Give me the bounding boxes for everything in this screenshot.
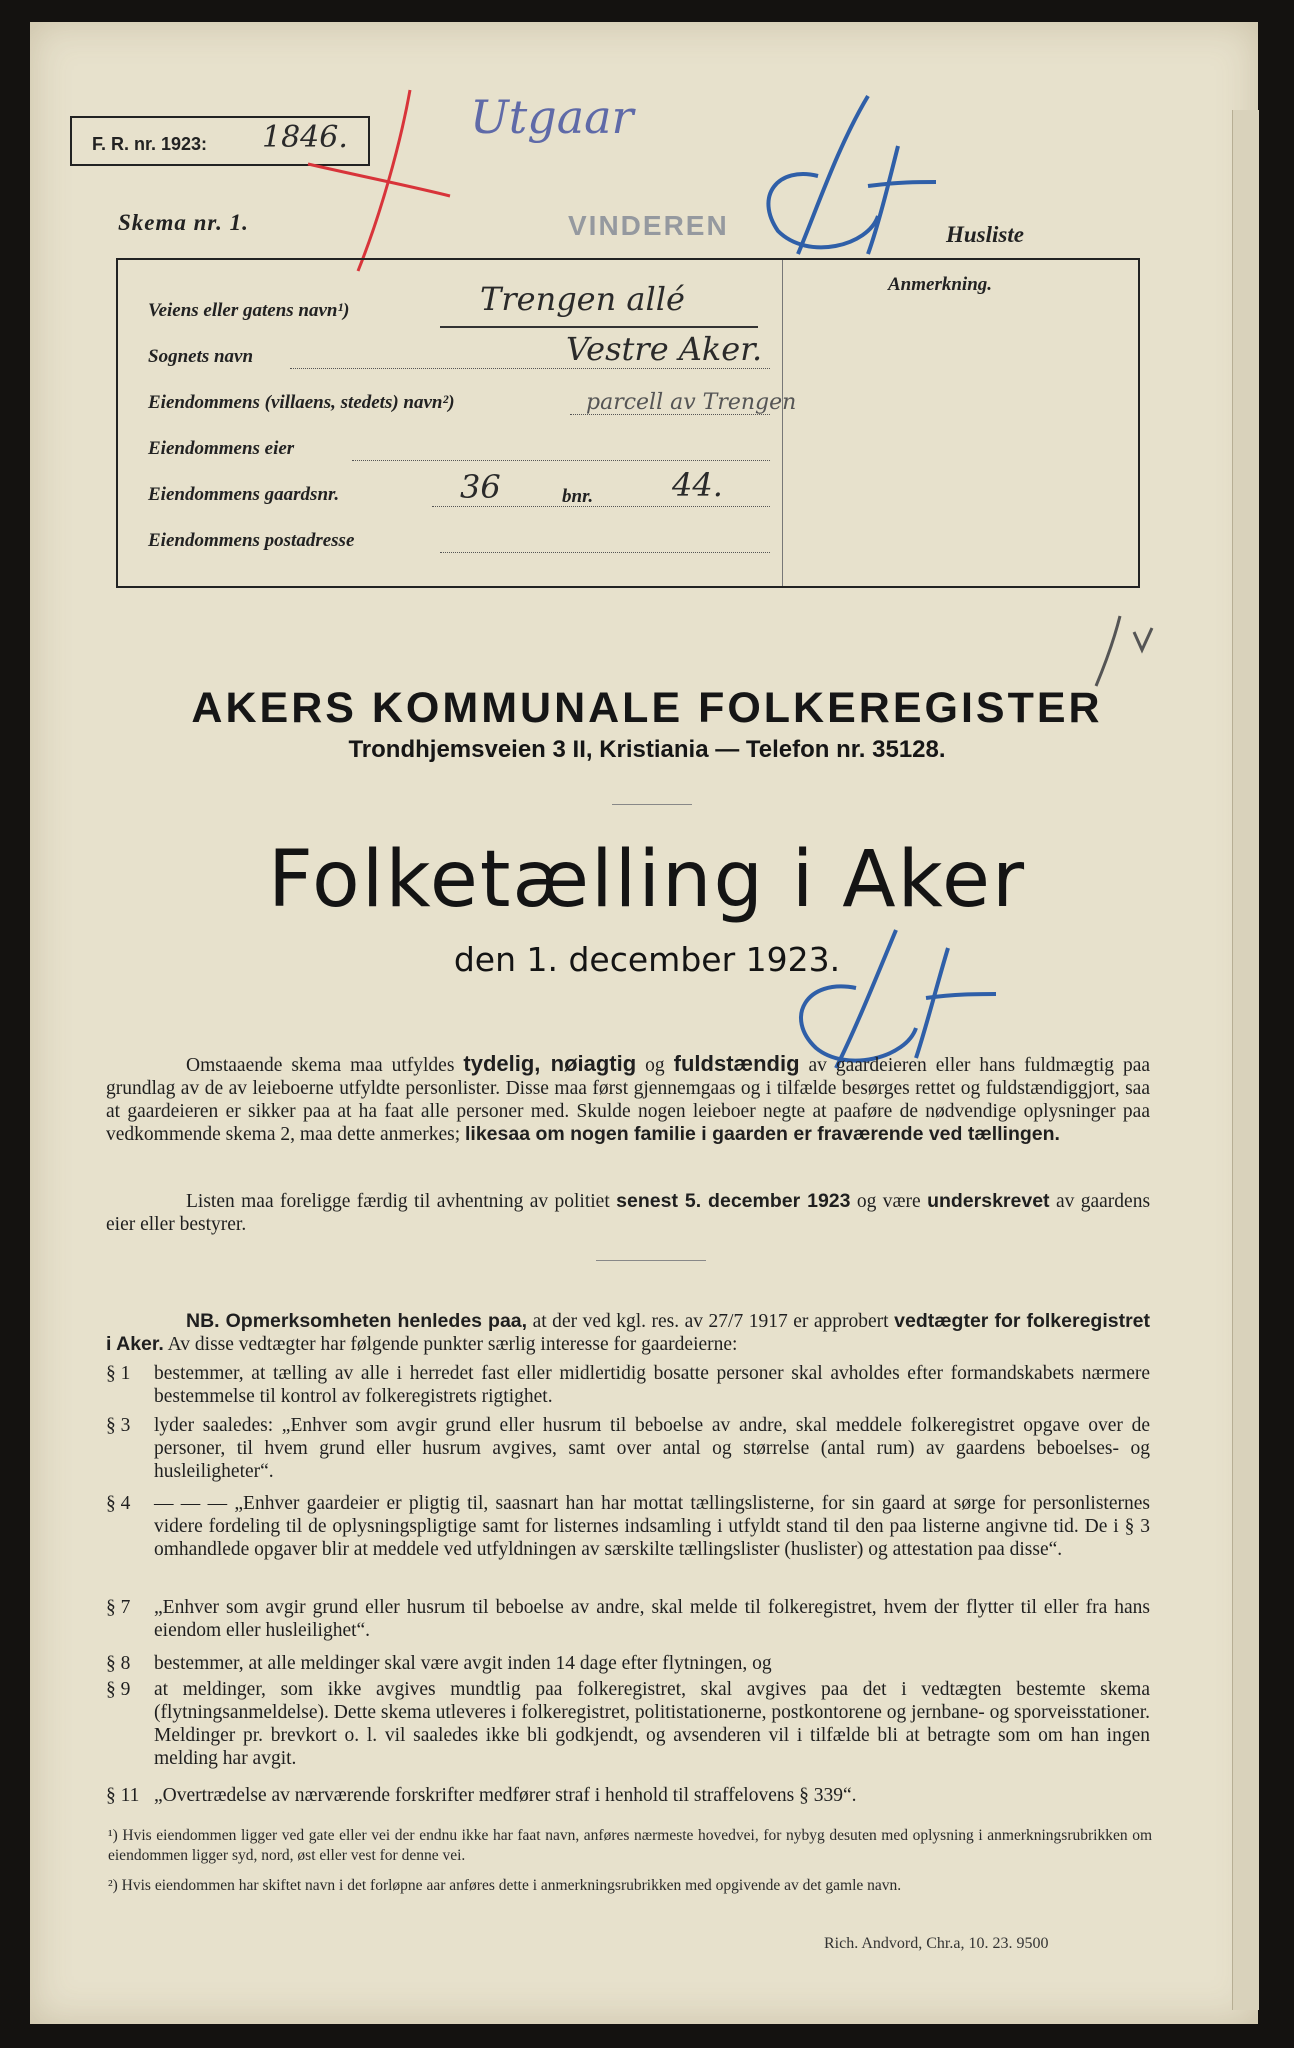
nb-emphasis: NB. Opmerksomheten henledes paa, xyxy=(186,1310,528,1332)
rule-mark: § 9 xyxy=(106,1679,131,1700)
field-line xyxy=(440,552,770,553)
census-date: den 1. december 1923. xyxy=(453,940,841,979)
field-label-property-name: Eiendommens (villaens, stedets) navn²) xyxy=(148,392,455,413)
intro-paragraph-1 xyxy=(106,1052,1150,1146)
field-value-parish: Vestre Aker. xyxy=(566,330,763,368)
intro-text: av gaardeieren eller hans fuldmægtig paa grundlag av de av leieboerne utfyldte personlister. Disse maa først gjennemgaas og i tilfælde besørges rettet og fuldstændiggjort, saa at gaardeieren er sikker paa at ha faat alle personer med. Skulde nogen leieboer negte at paaføre de nødvendige oplysninger paa vedkommende skema 2, maa dette anmerkes; xyxy=(106,1055,1151,1145)
rule-text: lyder saaledes: „Enhver som avgir grund eller husrum til beboelse av andre, skal meddele folkeregistret opgave over de personer, til hvem grund eller husrum avgives, samt over antal og størrelse (antal rum) av gaardens beboelses- og husleiligheter“. xyxy=(154,1415,1150,1482)
separator xyxy=(596,1260,706,1261)
field-label-parish: Sognets navn xyxy=(148,346,254,367)
intro-paragraph-2 xyxy=(106,1190,1150,1236)
frnr-label: F. R. nr. 1923: xyxy=(92,134,208,154)
handwritten-note: Utgaar xyxy=(470,90,634,144)
page-edge xyxy=(1232,110,1259,2010)
field-value-street: Trengen allé xyxy=(480,280,685,318)
rule-text: „Enhver som avgir grund eller husrum til beboelse av andre, skal melde til folkeregistret, hvem der flytter til eller fra hans eiendom eller husleilighet“. xyxy=(154,1597,1150,1641)
field-label-gaardsnr: Eiendommens gaardsnr. xyxy=(148,484,340,505)
frnr-value: 1846. xyxy=(262,120,348,155)
field-line xyxy=(290,368,770,369)
intro-text: Omstaaende skema maa utfyldes xyxy=(186,1055,455,1076)
field-label-street: Veiens eller gatens navn¹) xyxy=(148,300,350,321)
nb-emphasis: vedtægter for folkeregistret i Aker. xyxy=(106,1310,1151,1355)
nb-paragraph xyxy=(106,1310,1150,1356)
printer-imprint: Rich. Andvord, Chr.a, 10. 23. 9500 xyxy=(824,1935,1049,1952)
signature-mark-top xyxy=(748,86,948,266)
rule-mark: § 11 xyxy=(106,1785,140,1806)
stamp: VINDEREN xyxy=(568,210,729,241)
red-cross-mark xyxy=(300,86,460,276)
field-value-gaardsnr: 36 xyxy=(460,468,501,506)
rule-mark: § 8 xyxy=(106,1653,131,1674)
anmerkning-label: Anmerkning. xyxy=(888,274,993,295)
footnote-1: ¹) Hvis eiendommen ligger ved gate eller vei der endnu ikke har faat navn, anføres nærmeste hovedvei, for nybyg desuten med oplysning i anmerkningsrubrikken om eiendommen ligger syd, nord, øst eller vest for denne vei. xyxy=(108,1827,1152,1864)
nb-text: at der ved kgl. res. av 27/7 1917 er approbert xyxy=(532,1311,889,1332)
intro-text: av gaardens eier eller bestyrer. xyxy=(106,1191,1151,1235)
footnote-2: ²) Hvis eiendommen har skiftet navn i det forløpne aar anføres dette i anmerkningsrubrikken med opgivende av det gamle navn. xyxy=(108,1877,902,1894)
field-label-postal: Eiendommens postadresse xyxy=(148,530,355,551)
pencil-tick xyxy=(1090,610,1160,690)
bnr-label: bnr. xyxy=(562,486,594,507)
form-divider xyxy=(782,260,783,586)
rule-item xyxy=(106,1596,1150,1642)
registry-name: AKERS KOMMUNALE FOLKEREGISTER xyxy=(191,684,1103,732)
rule-item xyxy=(106,1652,1150,1675)
rule-mark: § 1 xyxy=(106,1363,131,1384)
rule-item xyxy=(106,1492,1150,1586)
field-label-owner: Eiendommens eier xyxy=(148,438,295,459)
rule-item xyxy=(106,1362,1150,1408)
rule-text: bestemmer, at tælling av alle i herredet fast eller midlertidig bosatte personer skal avholdes efter formandskabets nærmere bestemmelse til kontrol av folkeregistrets rigtighet. xyxy=(154,1363,1150,1407)
page-title: Folketælling i Aker xyxy=(267,835,1027,925)
husliste-label: Husliste xyxy=(946,222,1024,247)
rule-mark: § 7 xyxy=(106,1597,131,1618)
rule-text: bestemmer, at alle meldinger skal være avgit inden 14 dage efter flytningen, og xyxy=(154,1653,772,1674)
intro-emphasis: senest 5. december 1923 xyxy=(616,1190,851,1212)
rule-text: — — — „Enhver gaardeier er pligtig til, saasnart han har mottat tællingslisterne, for sin gaard at sørge for personlisternes videre fordeling til de oplysningspligtige samt for listernes indsamling i utfyldt stand til den paa listerne angivne tid. De i § 3 omhandlede opgaver blir at meddele ved utfyldningen av særskilte tællingslister (huslister) og attestation paa disse“. xyxy=(154,1493,1150,1560)
field-line xyxy=(352,460,770,461)
rule-mark: § 4 xyxy=(106,1493,131,1514)
intro-text: og være xyxy=(856,1191,921,1212)
intro-emphasis: fuldstændig xyxy=(673,1051,800,1076)
intro-emphasis: underskrevet xyxy=(927,1190,1050,1212)
rule-item xyxy=(106,1678,1150,1772)
field-value-property-name: parcell av Trengen xyxy=(586,390,797,415)
intro-emphasis: likesaa om nogen familie i gaarden er fraværende ved tællingen. xyxy=(465,1123,1060,1145)
registry-address: Trondhjemsveien 3 II, Kristiania — Telefon nr. 35128. xyxy=(348,736,946,763)
separator xyxy=(612,804,692,805)
field-line xyxy=(432,506,770,507)
field-line xyxy=(440,326,758,328)
nb-text: Av disse vedtægter har følgende punkter særlig interesse for gaardeierne: xyxy=(167,1334,738,1355)
intro-text: og xyxy=(645,1055,665,1076)
bnr-value: 44. xyxy=(672,466,723,504)
rule-text: at meldinger, som ikke avgives mundtlig paa folkeregistret, skal avgives paa det i vedtægten bestemte skema (flytningsanmeldelse). Dette skema utleveres i folkeregistret, politistationerne, postkontorene og jernbane- og sporveisstationer. Meldinger pr. brevkort o. l. vil saaledes ikke bli godkjendt, og avsenderen vil i tilfælde bli at betragte som om han ingen melding har avgit. xyxy=(154,1679,1150,1769)
rule-text: „Overtrædelse av nærværende forskrifter medfører straf i henhold til straffelovens § 339“. xyxy=(154,1785,857,1806)
skema-label: Skema nr. 1. xyxy=(118,210,249,235)
rule-item xyxy=(106,1414,1150,1484)
rule-item xyxy=(106,1784,1150,1807)
rule-mark: § 3 xyxy=(106,1415,131,1436)
intro-emphasis: tydelig, nøiagtig xyxy=(463,1051,637,1076)
intro-text: Listen maa foreligge færdig til avhentning av politiet xyxy=(186,1191,610,1212)
